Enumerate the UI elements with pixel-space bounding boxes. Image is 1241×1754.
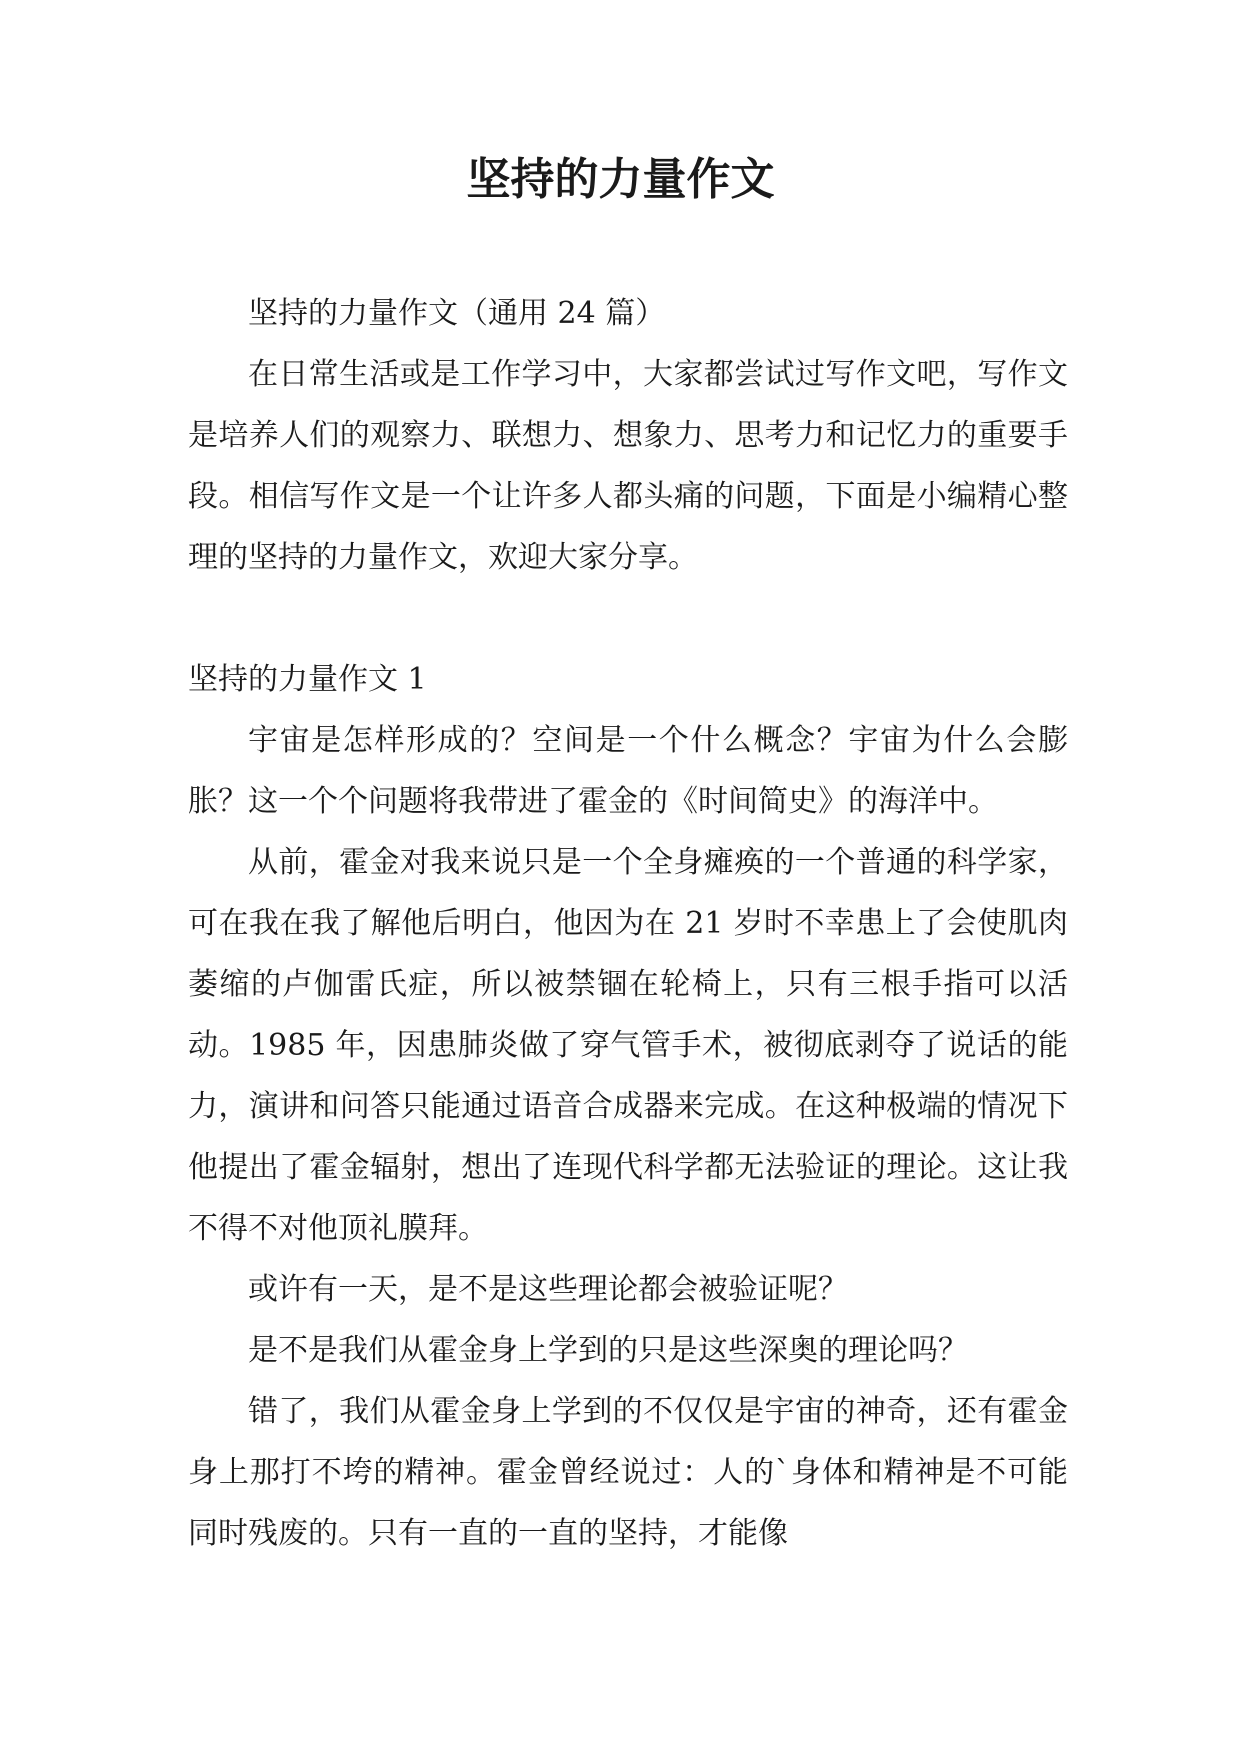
body-paragraph: 错了，我们从霍金身上学到的不仅仅是宇宙的神奇，还有霍金身上那打不垮的精神。霍金曾经说过：人的`身体和精神是不可能同时残废的。只有一直的一直的坚持，才能像 — [188, 1394, 1068, 1551]
body-paragraph: 或许有一天，是不是这些理论都会被验证呢？ — [248, 1272, 848, 1307]
body-paragraph: 从前，霍金对我来说只是一个全身瘫痪的一个普通的科学家，可在我在我了解他后明白，他因为在 21 岁时不幸患上了会使肌肉萎缩的卢伽雷氏症，所以被禁锢在轮椅上，只有三根手指可以活动。1985 年，因患肺炎做了穿气管手术，被彻底剥夺了说话的能力，演讲和问答只能通过语音合成器来完成。在这种极端的情况下他提出了霍金辐射，想出了连现代科学都无法验证的理论。这让我不得不对他顶礼膜拜。 — [188, 845, 1068, 1246]
body-paragraph: 宇宙是怎样形成的？空间是一个什么概念？宇宙为什么会膨胀？这一个个问题将我带进了霍金的《时间简史》的海洋中。 — [188, 723, 1068, 819]
document-subtitle: 坚持的力量作文（通用 24 篇） — [248, 296, 666, 331]
document-title: 坚持的力量作文 — [466, 154, 775, 205]
section-gap — [188, 588, 1068, 649]
document-body — [188, 283, 1068, 1564]
section-heading: 坚持的力量作文 1 — [188, 662, 427, 697]
intro-paragraph: 在日常生活或是工作学习中，大家都尝试过写作文吧，写作文是培养人们的观察力、联想力、想象力、思考力和记忆力的重要手段。相信写作文是一个让许多人都头痛的问题，下面是小编精心整理的坚持的力量作文，欢迎大家分享。 — [188, 357, 1068, 575]
body-paragraph: 是不是我们从霍金身上学到的只是这些深奥的理论吗？ — [248, 1333, 968, 1368]
